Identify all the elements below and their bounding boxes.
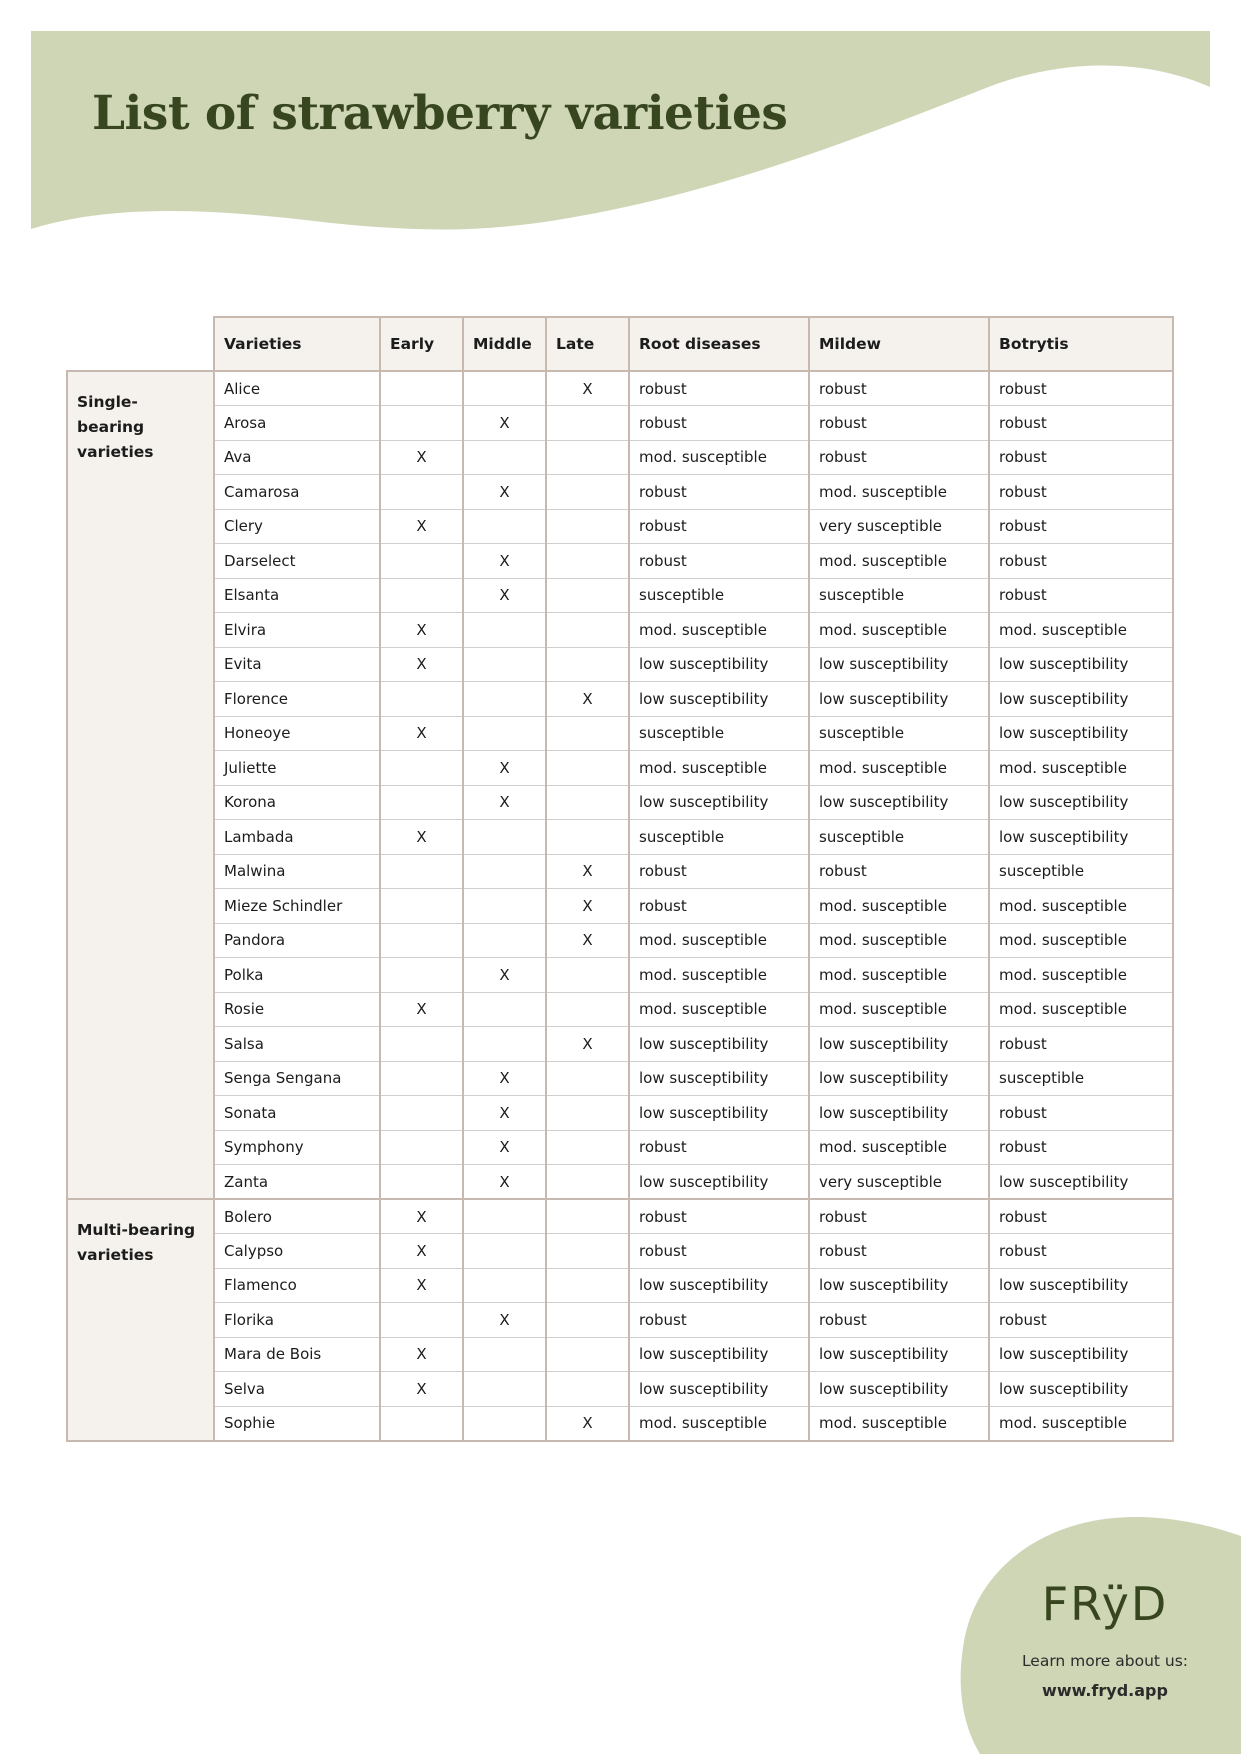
late-cell: X [546,854,629,889]
header-root-diseases: Root diseases [629,317,809,371]
table-row [67,1372,1173,1407]
botrytis-cell: low susceptibility [989,820,1173,855]
mildew-cell: robust [809,440,989,475]
late-cell [546,1199,629,1234]
early-cell [380,785,463,820]
table-row [67,1165,1173,1200]
fryd-logo: FRÿD [1041,1577,1169,1631]
root-diseases-cell: robust [629,406,809,441]
middle-cell: X [463,958,546,993]
table-row [67,785,1173,820]
root-diseases-cell: susceptible [629,578,809,613]
middle-cell: X [463,1096,546,1131]
early-cell [380,1303,463,1338]
middle-cell [463,613,546,648]
header-botrytis: Botrytis [989,317,1173,371]
mildew-cell: mod. susceptible [809,923,989,958]
middle-cell [463,1199,546,1234]
variety-name-cell: Flamenco [214,1268,380,1303]
variety-name-cell: Selva [214,1372,380,1407]
middle-cell [463,1337,546,1372]
mildew-cell: susceptible [809,716,989,751]
early-cell: X [380,1199,463,1234]
variety-name-cell: Arosa [214,406,380,441]
mildew-cell: mod. susceptible [809,751,989,786]
varieties-table [66,316,1174,1442]
late-cell [546,544,629,579]
late-cell: X [546,1027,629,1062]
late-cell [546,1303,629,1338]
variety-name-cell: Polka [214,958,380,993]
early-cell: X [380,716,463,751]
mildew-cell: robust [809,371,989,406]
botrytis-cell: mod. susceptible [989,992,1173,1027]
botrytis-cell: robust [989,1303,1173,1338]
table-row [67,1303,1173,1338]
mildew-cell: very susceptible [809,509,989,544]
late-cell [546,1234,629,1269]
middle-cell [463,647,546,682]
table-row [67,1268,1173,1303]
root-diseases-cell: low susceptibility [629,785,809,820]
middle-cell [463,1372,546,1407]
early-cell: X [380,1372,463,1407]
late-cell [546,578,629,613]
early-cell [380,923,463,958]
middle-cell [463,1268,546,1303]
variety-name-cell: Korona [214,785,380,820]
root-diseases-cell: robust [629,509,809,544]
root-diseases-cell: low susceptibility [629,1372,809,1407]
middle-cell [463,992,546,1027]
early-cell: X [380,1268,463,1303]
root-diseases-cell: low susceptibility [629,1337,809,1372]
root-diseases-cell: low susceptibility [629,1165,809,1200]
middle-cell: X [463,578,546,613]
variety-name-cell: Darselect [214,544,380,579]
root-diseases-cell: mod. susceptible [629,751,809,786]
root-diseases-cell: mod. susceptible [629,440,809,475]
table-row [67,509,1173,544]
middle-cell [463,716,546,751]
late-cell [546,958,629,993]
table-row [67,682,1173,717]
group-label: Single-bearing varieties [67,371,214,1199]
botrytis-cell: low susceptibility [989,1165,1173,1200]
table-row [67,1096,1173,1131]
botrytis-cell: robust [989,406,1173,441]
variety-name-cell: Clery [214,509,380,544]
middle-cell [463,854,546,889]
variety-name-cell: Evita [214,647,380,682]
table-row [67,992,1173,1027]
root-diseases-cell: mod. susceptible [629,613,809,648]
botrytis-cell: robust [989,509,1173,544]
root-diseases-cell: robust [629,1303,809,1338]
mildew-cell: mod. susceptible [809,1130,989,1165]
variety-name-cell: Mieze Schindler [214,889,380,924]
table-row [67,923,1173,958]
root-diseases-cell: low susceptibility [629,682,809,717]
late-cell [546,440,629,475]
middle-cell [463,820,546,855]
mildew-cell: susceptible [809,578,989,613]
variety-name-cell: Camarosa [214,475,380,510]
early-cell: X [380,647,463,682]
early-cell: X [380,440,463,475]
variety-name-cell: Symphony [214,1130,380,1165]
botrytis-cell: robust [989,1130,1173,1165]
table-row [67,958,1173,993]
mildew-cell: very susceptible [809,1165,989,1200]
table-row [67,406,1173,441]
table-row [67,475,1173,510]
root-diseases-cell: mod. susceptible [629,992,809,1027]
early-cell [380,1406,463,1441]
root-diseases-cell: robust [629,1130,809,1165]
middle-cell [463,509,546,544]
header-middle: Middle [463,317,546,371]
botrytis-cell: robust [989,1234,1173,1269]
middle-cell [463,889,546,924]
botrytis-cell: robust [989,544,1173,579]
early-cell: X [380,1337,463,1372]
header-blank-cell [67,317,214,371]
learn-more-text: Learn more about us: [1021,1652,1189,1670]
mildew-cell: low susceptibility [809,1372,989,1407]
mildew-cell: robust [809,1234,989,1269]
table-row [67,889,1173,924]
table-row [67,1199,1173,1234]
single-bearing-group [67,371,1173,1199]
early-cell: X [380,509,463,544]
variety-name-cell: Honeoye [214,716,380,751]
root-diseases-cell: low susceptibility [629,1027,809,1062]
botrytis-cell: robust [989,440,1173,475]
early-cell: X [380,1234,463,1269]
early-cell [380,406,463,441]
botrytis-cell: robust [989,578,1173,613]
root-diseases-cell: low susceptibility [629,1061,809,1096]
root-diseases-cell: robust [629,854,809,889]
early-cell [380,854,463,889]
root-diseases-cell: mod. susceptible [629,1406,809,1441]
late-cell [546,1372,629,1407]
header-early: Early [380,317,463,371]
mildew-cell: low susceptibility [809,1268,989,1303]
late-cell [546,992,629,1027]
variety-name-cell: Florence [214,682,380,717]
variety-name-cell: Malwina [214,854,380,889]
mildew-cell: low susceptibility [809,1337,989,1372]
variety-name-cell: Juliette [214,751,380,786]
early-cell [380,475,463,510]
middle-cell: X [463,1130,546,1165]
botrytis-cell: mod. susceptible [989,751,1173,786]
late-cell [546,751,629,786]
root-diseases-cell: robust [629,889,809,924]
early-cell [380,1165,463,1200]
late-cell: X [546,371,629,406]
variety-name-cell: Sophie [214,1406,380,1441]
table-row [67,613,1173,648]
root-diseases-cell: robust [629,1199,809,1234]
table-row [67,820,1173,855]
variety-name-cell: Rosie [214,992,380,1027]
early-cell [380,682,463,717]
early-cell [380,578,463,613]
table-row [67,1027,1173,1062]
table-row [67,647,1173,682]
variety-name-cell: Calypso [214,1234,380,1269]
mildew-cell: mod. susceptible [809,1406,989,1441]
late-cell [546,820,629,855]
mildew-cell: mod. susceptible [809,958,989,993]
root-diseases-cell: low susceptibility [629,1096,809,1131]
table-row [67,1061,1173,1096]
mildew-cell: susceptible [809,820,989,855]
late-cell: X [546,923,629,958]
variety-name-cell: Ava [214,440,380,475]
botrytis-cell: low susceptibility [989,1372,1173,1407]
middle-cell: X [463,544,546,579]
late-cell [546,1130,629,1165]
early-cell [380,1027,463,1062]
middle-cell [463,1406,546,1441]
variety-name-cell: Alice [214,371,380,406]
late-cell [546,785,629,820]
root-diseases-cell: mod. susceptible [629,923,809,958]
variety-name-cell: Florika [214,1303,380,1338]
table-row [67,854,1173,889]
middle-cell [463,1234,546,1269]
variety-name-cell: Salsa [214,1027,380,1062]
late-cell [546,1096,629,1131]
multi-bearing-group [67,1199,1173,1441]
root-diseases-cell: low susceptibility [629,647,809,682]
header-mildew: Mildew [809,317,989,371]
botrytis-cell: mod. susceptible [989,923,1173,958]
early-cell: X [380,992,463,1027]
website-link[interactable]: www.fryd.app [1042,1681,1168,1700]
middle-cell: X [463,751,546,786]
botrytis-cell: susceptible [989,1061,1173,1096]
footer-blob [958,1516,1241,1754]
botrytis-cell: mod. susceptible [989,889,1173,924]
late-cell [546,1337,629,1372]
variety-name-cell: Zanta [214,1165,380,1200]
mildew-cell: low susceptibility [809,682,989,717]
mildew-cell: robust [809,1303,989,1338]
botrytis-cell: low susceptibility [989,1268,1173,1303]
early-cell [380,544,463,579]
early-cell [380,1096,463,1131]
botrytis-cell: robust [989,371,1173,406]
table-row [67,1234,1173,1269]
mildew-cell: low susceptibility [809,785,989,820]
variety-name-cell: Senga Sengana [214,1061,380,1096]
mildew-cell: low susceptibility [809,647,989,682]
table-row [67,544,1173,579]
mildew-cell: mod. susceptible [809,889,989,924]
mildew-cell: mod. susceptible [809,613,989,648]
mildew-cell: low susceptibility [809,1061,989,1096]
root-diseases-cell: mod. susceptible [629,958,809,993]
late-cell [546,509,629,544]
table-row [67,1130,1173,1165]
middle-cell: X [463,1165,546,1200]
group-label: Multi-bearing varieties [67,1199,214,1441]
early-cell: X [380,613,463,648]
root-diseases-cell: robust [629,1234,809,1269]
botrytis-cell: robust [989,1199,1173,1234]
middle-cell: X [463,785,546,820]
mildew-cell: mod. susceptible [809,992,989,1027]
table-row [67,578,1173,613]
mildew-cell: robust [809,854,989,889]
mildew-cell: mod. susceptible [809,475,989,510]
early-cell [380,889,463,924]
botrytis-cell: mod. susceptible [989,958,1173,993]
late-cell [546,475,629,510]
late-cell [546,406,629,441]
variety-name-cell: Bolero [214,1199,380,1234]
page-title: List of strawberry varieties [92,86,788,141]
mildew-cell: low susceptibility [809,1096,989,1131]
botrytis-cell: low susceptibility [989,716,1173,751]
botrytis-cell: robust [989,1027,1173,1062]
middle-cell [463,682,546,717]
middle-cell: X [463,475,546,510]
variety-name-cell: Elsanta [214,578,380,613]
botrytis-cell: mod. susceptible [989,613,1173,648]
root-diseases-cell: low susceptibility [629,1268,809,1303]
mildew-cell: robust [809,1199,989,1234]
late-cell [546,716,629,751]
table-row [67,716,1173,751]
late-cell [546,1061,629,1096]
middle-cell [463,1027,546,1062]
botrytis-cell: low susceptibility [989,785,1173,820]
early-cell: X [380,820,463,855]
botrytis-cell: susceptible [989,854,1173,889]
late-cell: X [546,1406,629,1441]
late-cell: X [546,889,629,924]
early-cell [380,751,463,786]
varieties-table-container [66,316,1172,1442]
mildew-cell: robust [809,406,989,441]
early-cell [380,958,463,993]
middle-cell: X [463,406,546,441]
table-header-row [67,317,1173,371]
table-row [67,440,1173,475]
botrytis-cell: low susceptibility [989,682,1173,717]
header-varieties: Varieties [214,317,380,371]
late-cell [546,1165,629,1200]
early-cell [380,1130,463,1165]
header-late: Late [546,317,629,371]
early-cell [380,1061,463,1096]
middle-cell [463,440,546,475]
variety-name-cell: Elvira [214,613,380,648]
table-row [67,1406,1173,1441]
early-cell [380,371,463,406]
late-cell [546,647,629,682]
late-cell [546,613,629,648]
table-row [67,1337,1173,1372]
middle-cell: X [463,1303,546,1338]
middle-cell [463,371,546,406]
middle-cell: X [463,1061,546,1096]
root-diseases-cell: robust [629,544,809,579]
table-row [67,751,1173,786]
botrytis-cell: robust [989,475,1173,510]
root-diseases-cell: susceptible [629,820,809,855]
variety-name-cell: Pandora [214,923,380,958]
botrytis-cell: low susceptibility [989,647,1173,682]
table-row [67,371,1173,406]
late-cell [546,1268,629,1303]
botrytis-cell: mod. susceptible [989,1406,1173,1441]
mildew-cell: mod. susceptible [809,544,989,579]
root-diseases-cell: robust [629,475,809,510]
middle-cell [463,923,546,958]
botrytis-cell: robust [989,1096,1173,1131]
variety-name-cell: Sonata [214,1096,380,1131]
variety-name-cell: Mara de Bois [214,1337,380,1372]
late-cell: X [546,682,629,717]
root-diseases-cell: robust [629,371,809,406]
variety-name-cell: Lambada [214,820,380,855]
botrytis-cell: low susceptibility [989,1337,1173,1372]
mildew-cell: low susceptibility [809,1027,989,1062]
root-diseases-cell: susceptible [629,716,809,751]
